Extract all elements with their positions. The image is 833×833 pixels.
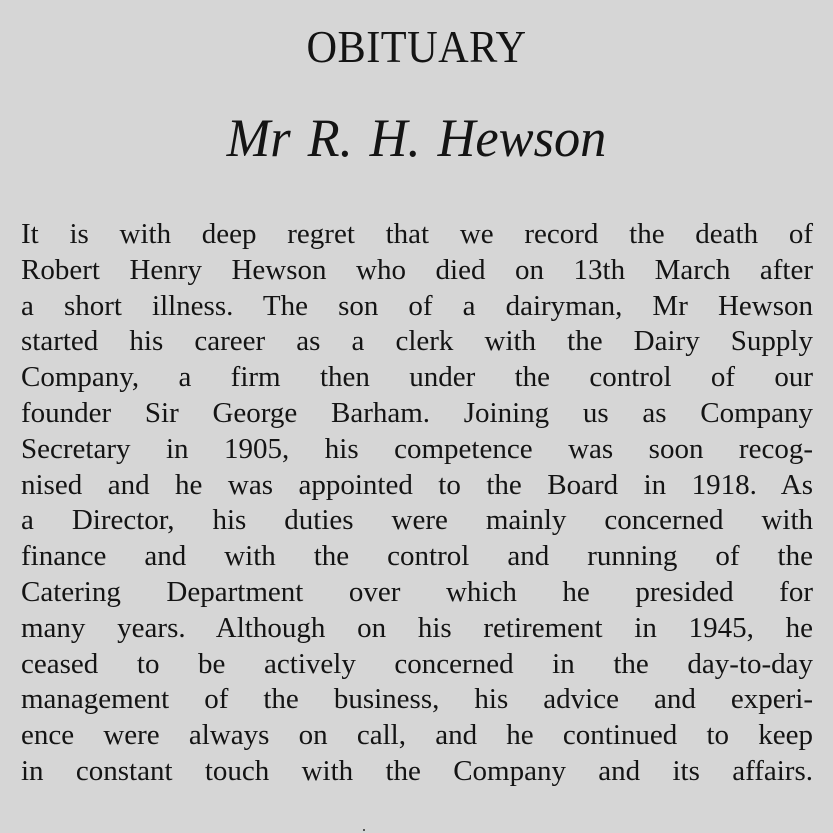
body-line: finance and with the control and running of the xyxy=(21,540,813,573)
body-line: management of the business, his advice and experi- xyxy=(21,683,813,716)
body-line: a short illness. The son of a dairyman, Mr Hewson xyxy=(21,289,813,322)
obituary-body xyxy=(21,217,813,790)
body-line: Company, a firm then under the control of our xyxy=(21,361,813,394)
page-heading: OBITUARY xyxy=(306,21,527,72)
body-line: ence were always on call, and he continued to keep xyxy=(21,719,813,752)
body-line: Secretary in 1905, his competence was soon recog- xyxy=(21,432,813,465)
body-line: Catering Department over which he presided for xyxy=(21,575,813,608)
print-speck xyxy=(363,829,365,831)
body-line: in constant touch with the Company and its affairs. xyxy=(21,754,813,787)
body-line: a Director, his duties were mainly concerned with xyxy=(21,504,813,537)
body-line: ceased to be actively concerned in the day-to-day xyxy=(21,647,813,680)
body-line: many years. Although on his retirement in 1945, he xyxy=(21,611,813,644)
body-line: It is with deep regret that we record the death of xyxy=(21,218,813,250)
body-line: Robert Henry Hewson who died on 13th March after xyxy=(21,253,813,286)
body-line: started his career as a clerk with the Dairy Supply xyxy=(21,325,813,358)
body-line: nised and he was appointed to the Board in 1918. As xyxy=(21,468,813,501)
body-line: founder Sir George Barham. Joining us as Company xyxy=(21,396,813,429)
obituary-subject-name: Mr R. H. Hewson xyxy=(226,108,607,168)
